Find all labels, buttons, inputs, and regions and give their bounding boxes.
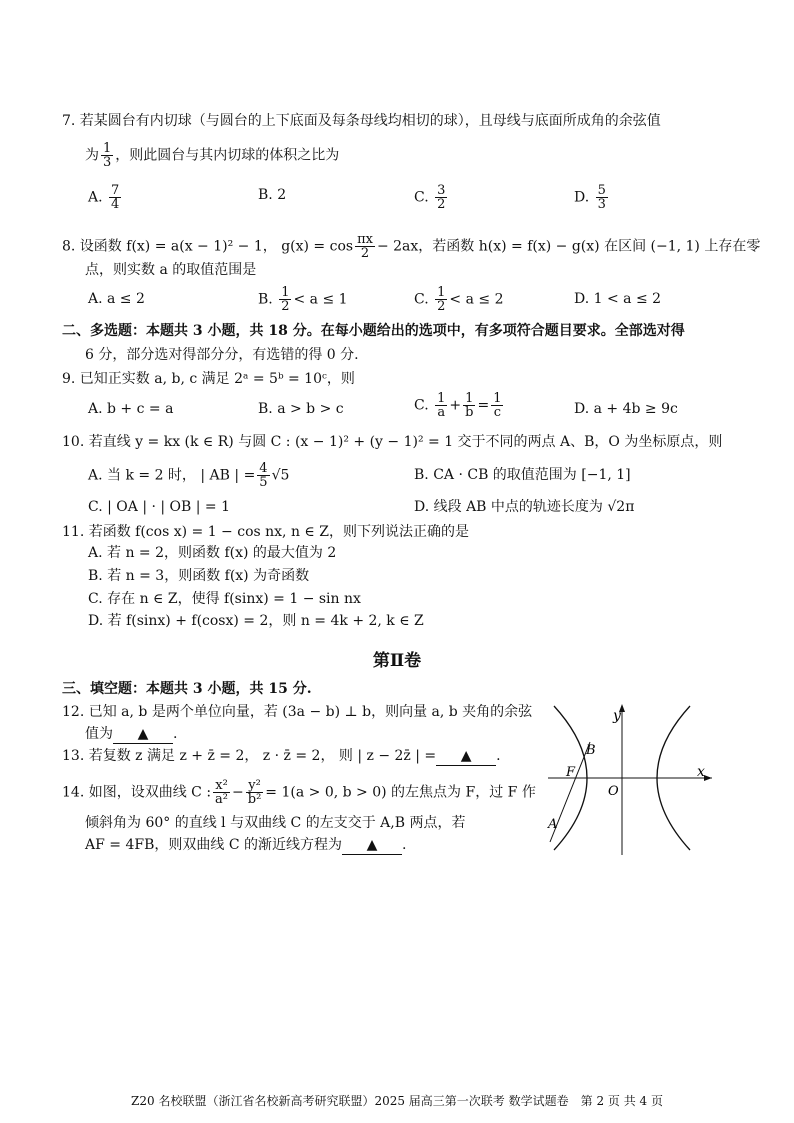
- q14-stem-line3: AF = 4FB，则双曲线 C 的渐近线方程为 ▲ .: [85, 837, 407, 853]
- q11-option-a: A. 若 n = 2，则函数 f(x) 的最大值为 2: [88, 545, 337, 561]
- section2-heading: 二、多选题：本题共 3 小题，共 18 分。在每小题给出的选项中，有多项符合题目要求。全部选对得: [62, 323, 685, 339]
- q14-stem-line2: 倾斜角为 60° 的直线 l 与双曲线 C 的左支交于 A,B 两点，若: [85, 815, 466, 831]
- q11-stem: 11. 若函数 f(cos x) = 1 − cos nx, n ∈ Z，则下列说法正确的是: [62, 524, 469, 540]
- point-a-label: A: [548, 817, 558, 832]
- q8-option-b: B. $\frac{1}{2}$ < a ≤ 1: [258, 285, 348, 314]
- q8-option-c: C. $\frac{1}{2}$ < a ≤ 2: [414, 285, 504, 314]
- q8-option-d: D. 1 < a ≤ 2: [574, 291, 662, 307]
- q8-stem-line1: 8. 设函数 f(x) = a(x − 1)² − 1， g(x) = cos $\frac{\pi x}{2}$ − 2ax，若函数 h(x) = f(x) − g(x) 在区间 (−1, 1) 上存在零: [62, 232, 761, 261]
- q12-stem-line2: 值为 ▲ .: [85, 726, 178, 742]
- q9-option-a: A. b + c = a: [88, 401, 174, 417]
- focus-label: F: [566, 765, 576, 780]
- point-b-label: B: [586, 743, 596, 758]
- page-footer: Z20 名校联盟（浙江省名校新高考研究联盟）2025 届高三第一次联考 数学试题卷 第 2 页 共 4 页: [131, 1094, 663, 1108]
- q12-stem-line1: 12. 已知 a, b 是两个单位向量，若 (3a − b) ⊥ b，则向量 a, b 夹角的余弦: [62, 704, 533, 720]
- q9-option-d: D. a + 4b ≥ 9c: [574, 401, 678, 417]
- q10-option-d: D. 线段 AB 中点的轨迹长度为 √2π: [414, 499, 635, 515]
- q10-stem: 10. 若直线 y = kx (k ∈ R) 与圆 C : (x − 1)² + (y − 1)² = 1 交于不同的两点 A、B，O 为坐标原点，则: [62, 434, 723, 450]
- q8-option-a: A. a ≤ 2: [88, 291, 145, 307]
- q13-stem: 13. 若复数 z 满足 z + z̄ = 2， z · z̄ = 2， 则 | z − 2z̄ | = ▲ .: [62, 748, 501, 764]
- x-axis-arrow: [704, 775, 712, 781]
- q7-option-a: A. $\frac{7}{4}$: [88, 183, 120, 212]
- q10-option-a: A. 当 k = 2 时， | AB | = $\frac{4}{5}$ √5: [88, 461, 290, 490]
- q11-option-d: D. 若 f(sinx) + f(cosx) = 2，则 n = 4k + 2, k ∈ Z: [88, 613, 424, 629]
- part2-title: 第Ⅱ卷: [372, 651, 422, 671]
- x-axis-label: x: [697, 764, 705, 780]
- q12-answer-blank[interactable]: ▲: [113, 725, 173, 744]
- q7-option-c: C. $\frac{3}{2}$: [414, 183, 446, 212]
- q7-option-d: D. $\frac{5}{3}$: [574, 183, 606, 212]
- q9-stem: 9. 已知正实数 a, b, c 满足 2ᵃ = 5ᵇ = 10ᶜ，则: [62, 371, 355, 387]
- q10-option-b: B. CA · CB 的取值范围为 [−1, 1]: [414, 467, 631, 483]
- q7-stem-line1: 7. 若某圆台有内切球（与圆台的上下底面及每条母线均相切的球），且母线与底面所成角的余弦值: [62, 113, 661, 129]
- q8-stem-line2: 点，则实数 a 的取值范围是: [85, 262, 257, 278]
- section2-heading-line2: 6 分，部分选对得部分分，有选错的得 0 分.: [85, 347, 359, 363]
- hyperbola-figure: [540, 700, 720, 860]
- origin-label: O: [608, 784, 619, 799]
- q11-option-c: C. 存在 n ∈ Z，使得 f(sinx) = 1 − sin nx: [88, 591, 361, 607]
- q9-option-b: B. a > b > c: [258, 401, 344, 417]
- q7-option-b: B. 2: [258, 187, 287, 203]
- y-axis-label: y: [613, 708, 621, 724]
- q14-stem-line1: 14. 如图，设双曲线 C : $\frac{\text{x²}}{\text{a²}}$ − $\frac{\text{y²}}{\text{b²}}$ = 1(a > 0, b > 0) 的左焦点为 F，过 F 作: [62, 778, 536, 807]
- section3-heading: 三、填空题：本题共 3 小题，共 15 分.: [62, 681, 312, 697]
- q9-option-c: C. $\frac{1}{a}$ + $\frac{1}{b}$ = $\frac{1}{c}$: [414, 391, 502, 420]
- q13-answer-blank[interactable]: ▲: [436, 747, 496, 766]
- q11-option-b: B. 若 n = 3，则函数 f(x) 为奇函数: [88, 568, 310, 584]
- q7-stem-line2: 为 $\frac{1}{3}$ ，则此圆台与其内切球的体积之比为: [85, 141, 340, 170]
- q14-answer-blank[interactable]: ▲: [342, 836, 402, 855]
- q10-option-c: C. | OA | · | OB | = 1: [88, 499, 231, 515]
